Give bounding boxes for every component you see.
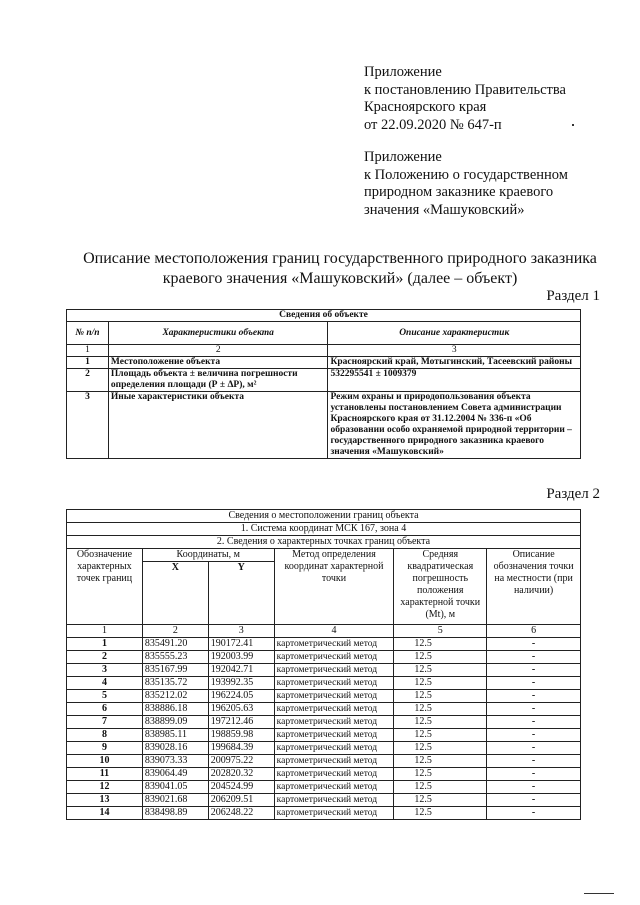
cell-y: 196205.63 (208, 703, 274, 716)
table-caption: Сведения об объекте (67, 310, 581, 322)
cell-method: картометрический метод (274, 729, 394, 742)
cell-point: 4 (67, 677, 143, 690)
cell-desc: - (487, 729, 581, 742)
table-row (67, 755, 581, 768)
cell-point: 12 (67, 781, 143, 794)
cell-method: картометрический метод (274, 716, 394, 729)
table-row (67, 690, 581, 703)
cell-point: 9 (67, 742, 143, 755)
table-row (67, 794, 581, 807)
table-row (67, 677, 581, 690)
cell-error: 12.5 (394, 755, 487, 768)
scan-mark (572, 124, 574, 126)
row-description: Красноярский край, Мотыгинский, Тасеевский районы (328, 357, 581, 369)
cell-point: 1 (67, 638, 143, 651)
table-row (67, 638, 581, 651)
row-description: 532295541 ± 1009379 (328, 369, 581, 392)
cell-desc: - (487, 807, 581, 820)
cell-error: 12.5 (394, 768, 487, 781)
appendix-block-regulation (364, 149, 634, 219)
row-characteristic: Иные характеристики объекта (108, 392, 328, 459)
cell-error: 12.5 (394, 729, 487, 742)
header-coords: Координаты, м (142, 549, 274, 562)
cell-method: картометрический метод (274, 651, 394, 664)
table-row (67, 369, 581, 392)
header-characteristic: Характеристики объекта (108, 322, 328, 345)
table-row (67, 807, 581, 820)
cell-desc: - (487, 703, 581, 716)
document-title (60, 249, 620, 289)
cell-x: 838899.09 (142, 716, 208, 729)
row-num: 2 (67, 369, 109, 392)
cell-method: картометрический метод (274, 638, 394, 651)
appendix-line: к Положению о государственном (364, 166, 568, 183)
header-method: Метод определения координат характерной точки (274, 549, 394, 625)
row-characteristic: Местоположение объекта (108, 357, 328, 369)
cell-y: 193992.35 (208, 677, 274, 690)
cell-desc: - (487, 638, 581, 651)
table-row (67, 742, 581, 755)
col-number: 5 (394, 625, 487, 638)
cell-desc: - (487, 677, 581, 690)
appendix-line: Приложение (364, 149, 442, 165)
object-info-table (66, 309, 581, 459)
header-description: Описание характеристик (328, 322, 581, 345)
cell-y: 200975.22 (208, 755, 274, 768)
table-row (67, 651, 581, 664)
cell-method: картометрический метод (274, 742, 394, 755)
cell-desc: - (487, 664, 581, 677)
col-number: 6 (487, 625, 581, 638)
cell-error: 12.5 (394, 664, 487, 677)
cell-x: 838886.18 (142, 703, 208, 716)
col-number: 2 (108, 345, 328, 357)
cell-y: 192042.71 (208, 664, 274, 677)
cell-point: 3 (67, 664, 143, 677)
col-number: 2 (142, 625, 208, 638)
cell-method: картометрический метод (274, 768, 394, 781)
header-num: № п/п (67, 322, 109, 345)
header-point: Обозначение характерных точек границ (67, 549, 143, 625)
table-row (67, 781, 581, 794)
table-row (67, 716, 581, 729)
cell-point: 11 (67, 768, 143, 781)
cell-x: 838985.11 (142, 729, 208, 742)
header-error: Средняя квадратическая погрешность положения характерной точки (Mt), м (394, 549, 487, 625)
cell-desc: - (487, 794, 581, 807)
table-row (67, 729, 581, 742)
cell-x: 839073.33 (142, 755, 208, 768)
cell-method: картометрический метод (274, 781, 394, 794)
cell-error: 12.5 (394, 651, 487, 664)
cell-x: 838498.89 (142, 807, 208, 820)
cell-point: 2 (67, 651, 143, 664)
row-characteristic: Площадь объекта ± величина погрешности определения площади (Р ± ΔР), м² (108, 369, 328, 392)
cell-point: 8 (67, 729, 143, 742)
cell-y: 204524.99 (208, 781, 274, 794)
section-2-label: Раздел 2 (546, 486, 600, 502)
points-caption: 2. Сведения о характерных точках границ объекта (67, 536, 581, 549)
appendix-line: к постановлению Правительства (364, 81, 566, 98)
cell-x: 839021.68 (142, 794, 208, 807)
row-num: 1 (67, 357, 109, 369)
table-row (67, 703, 581, 716)
header-x: X (142, 562, 208, 625)
coordinate-system: 1. Система координат МСК 167, зона 4 (67, 523, 581, 536)
section-1-label: Раздел 1 (546, 288, 600, 304)
cell-desc: - (487, 781, 581, 794)
cell-method: картометрический метод (274, 677, 394, 690)
cell-x: 835555.23 (142, 651, 208, 664)
cell-error: 12.5 (394, 703, 487, 716)
scan-mark (584, 893, 614, 894)
row-num: 3 (67, 392, 109, 459)
col-number: 1 (67, 625, 143, 638)
appendix-line: от 22.09.2020 № 647-п (364, 116, 502, 133)
boundary-points-table (66, 509, 581, 820)
cell-point: 5 (67, 690, 143, 703)
header-y: Y (208, 562, 274, 625)
title-line-2: краевого значения «Машуковский» (далее – объект) (162, 270, 518, 287)
cell-desc: - (487, 742, 581, 755)
cell-y: 202820.32 (208, 768, 274, 781)
appendix-line: природном заказнике краевого (364, 184, 554, 200)
cell-error: 12.5 (394, 716, 487, 729)
cell-y: 192003.99 (208, 651, 274, 664)
cell-method: картометрический метод (274, 755, 394, 768)
cell-point: 13 (67, 794, 143, 807)
cell-y: 199684.39 (208, 742, 274, 755)
cell-method: картометрический метод (274, 794, 394, 807)
header-desc: Описание обозначения точки на местности (при наличии) (487, 549, 581, 625)
appendix-line: Приложение (364, 64, 442, 80)
appendix-line: Красноярского края (364, 99, 487, 115)
cell-method: картометрический метод (274, 664, 394, 677)
cell-error: 12.5 (394, 690, 487, 703)
cell-point: 10 (67, 755, 143, 768)
table-caption: Сведения о местоположении границ объекта (67, 510, 581, 523)
cell-error: 12.5 (394, 794, 487, 807)
cell-error: 12.5 (394, 638, 487, 651)
cell-y: 197212.46 (208, 716, 274, 729)
cell-x: 839028.16 (142, 742, 208, 755)
appendix-line: значения «Машуковский» (364, 201, 525, 218)
cell-y: 198859.98 (208, 729, 274, 742)
cell-x: 835491.20 (142, 638, 208, 651)
appendix-block-government (364, 64, 634, 134)
cell-y: 196224.05 (208, 690, 274, 703)
cell-desc: - (487, 690, 581, 703)
cell-method: картометрический метод (274, 703, 394, 716)
cell-error: 12.5 (394, 677, 487, 690)
cell-y: 206248.22 (208, 807, 274, 820)
cell-point: 7 (67, 716, 143, 729)
cell-desc: - (487, 755, 581, 768)
cell-x: 835135.72 (142, 677, 208, 690)
table-row (67, 392, 581, 459)
table-row (67, 357, 581, 369)
table-row (67, 664, 581, 677)
cell-x: 839064.49 (142, 768, 208, 781)
cell-point: 6 (67, 703, 143, 716)
cell-desc: - (487, 716, 581, 729)
row-description: Режим охраны и природопользования объекта установлены постановлением Совета администрации Красноярского края от 31.12.2004 № 336-п «Об образовании особо охраняемой природной территории – государственного природного заказника краевого значения «Машуковский» (328, 392, 581, 459)
col-number: 3 (208, 625, 274, 638)
cell-x: 835167.99 (142, 664, 208, 677)
cell-point: 14 (67, 807, 143, 820)
cell-method: картометрический метод (274, 807, 394, 820)
col-number: 4 (274, 625, 394, 638)
cell-method: картометрический метод (274, 690, 394, 703)
cell-desc: - (487, 768, 581, 781)
cell-error: 12.5 (394, 807, 487, 820)
cell-y: 206209.51 (208, 794, 274, 807)
cell-error: 12.5 (394, 781, 487, 794)
cell-x: 835212.02 (142, 690, 208, 703)
col-number: 3 (328, 345, 581, 357)
cell-error: 12.5 (394, 742, 487, 755)
title-line-1: Описание местоположения границ государственного природного заказника (83, 250, 597, 267)
table-row (67, 768, 581, 781)
col-number: 1 (67, 345, 109, 357)
cell-desc: - (487, 651, 581, 664)
cell-x: 839041.05 (142, 781, 208, 794)
cell-y: 190172.41 (208, 638, 274, 651)
